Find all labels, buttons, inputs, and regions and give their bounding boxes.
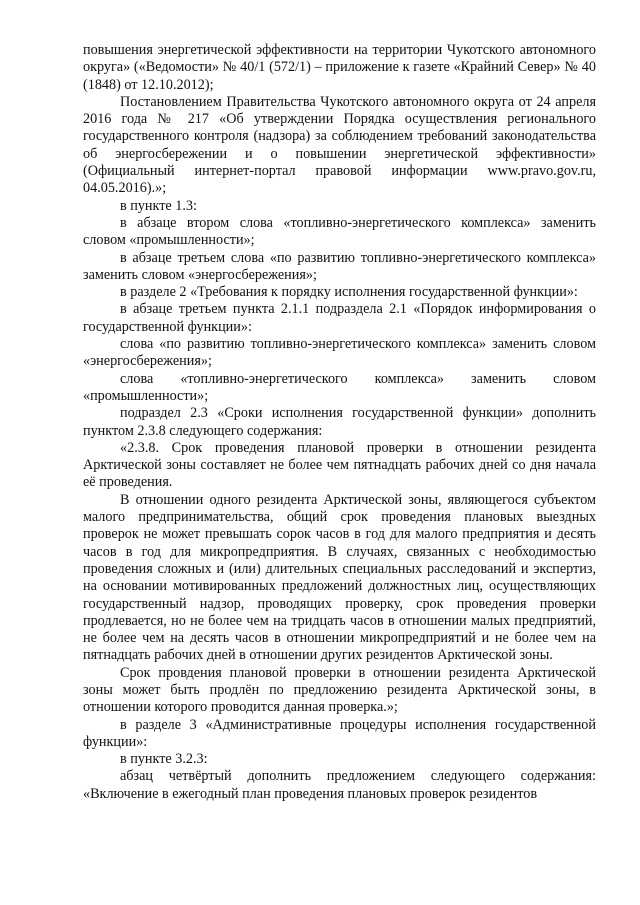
- document-paragraph: Срок провдения плановой проверки в отношении резидента Арктической зоны может быть продлён по предложению резидента Арктической зоны, в отношении которого проводится данная проверка.»;: [83, 664, 596, 716]
- document-paragraph: в абзаце втором слова «топливно-энергетического комплекса» заменить словом «промышленности»;: [83, 214, 596, 249]
- document-paragraph: Постановлением Правительства Чукотского автономного округа от 24 апреля 2016 года № 217 «Об утверждении Порядка осуществления регионального государственного контроля (надзора) за соблюдением требований законодательства об энергосбережении и о повышении энергетической эффективности» (Официальный интернет-портал правовой информации www.pravo.gov.ru, 04.05.2016).»;: [83, 93, 596, 197]
- document-paragraph: В отношении одного резидента Арктической зоны, являющегося субъектом малого предпринимательства, общий срок проведения плановых выездных проверок не может превышать сорок часов в год для малого предприятия и десять часов в год для микропредприятия. В случаях, связанных с необходимостью проведения сложных и (или) длительных специальных расследований и экспертиз, на основании мотивированных предложений должностных лиц, осуществляющих государственный надзор, проводящих проверку, срок проведения проверки продлевается, но не более чем на тридцать часов в отношении малых предприятий, не более чем на десять часов в отношении микропредприятий и не более чем на пятнадцать рабочих дней в отношении других резидентов Арктической зоны.: [83, 491, 596, 664]
- document-paragraph: в разделе 3 «Административные процедуры исполнения государственной функции»:: [83, 716, 596, 750]
- document-paragraph: в абзаце третьем слова «по развитию топливно-энергетического комплекса» заменить словом «энергосбережения»;: [83, 249, 596, 283]
- document-paragraph: в пункте 3.2.3:: [120, 751, 208, 768]
- document-paragraph: слова «топливно-энергетического комплекса» заменить словом «промышленности»;: [83, 370, 596, 404]
- document-paragraph: слова «по развитию топливно-энергетического комплекса» заменить словом «энергосбережения»;: [83, 336, 596, 370]
- document-paragraph: подраздел 2.3 «Сроки исполнения государственной функции» дополнить пунктом 2.3.8 следующего содержания:: [83, 405, 596, 439]
- document-paragraph: абзац четвёртый дополнить предложением следующего содержания: «Включение в ежегодный план проведения плановых проверок резидентов: [83, 768, 596, 802]
- document-paragraph: в разделе 2 «Требования к порядку исполнения государственной функции»:: [120, 284, 578, 301]
- document-paragraph: «2.3.8. Срок проведения плановой проверки в отношении резидента Арктической зоны составляет не более чем пятнадцать рабочих дней со дня начала её проведения.: [83, 439, 596, 491]
- document-paragraph: повышения энергетической эффективности на территории Чукотского автономного округа» («Ведомости» № 40/1 (572/1) – приложение к газете «Крайний Север» № 40 (1848) от 12.10.2012);: [83, 42, 596, 93]
- document-body: [83, 42, 596, 803]
- document-paragraph: в абзаце третьем пункта 2.1.1 подраздела 2.1 «Порядок информирования о государственной функции»:: [83, 301, 596, 335]
- document-paragraph: в пункте 1.3:: [120, 197, 197, 214]
